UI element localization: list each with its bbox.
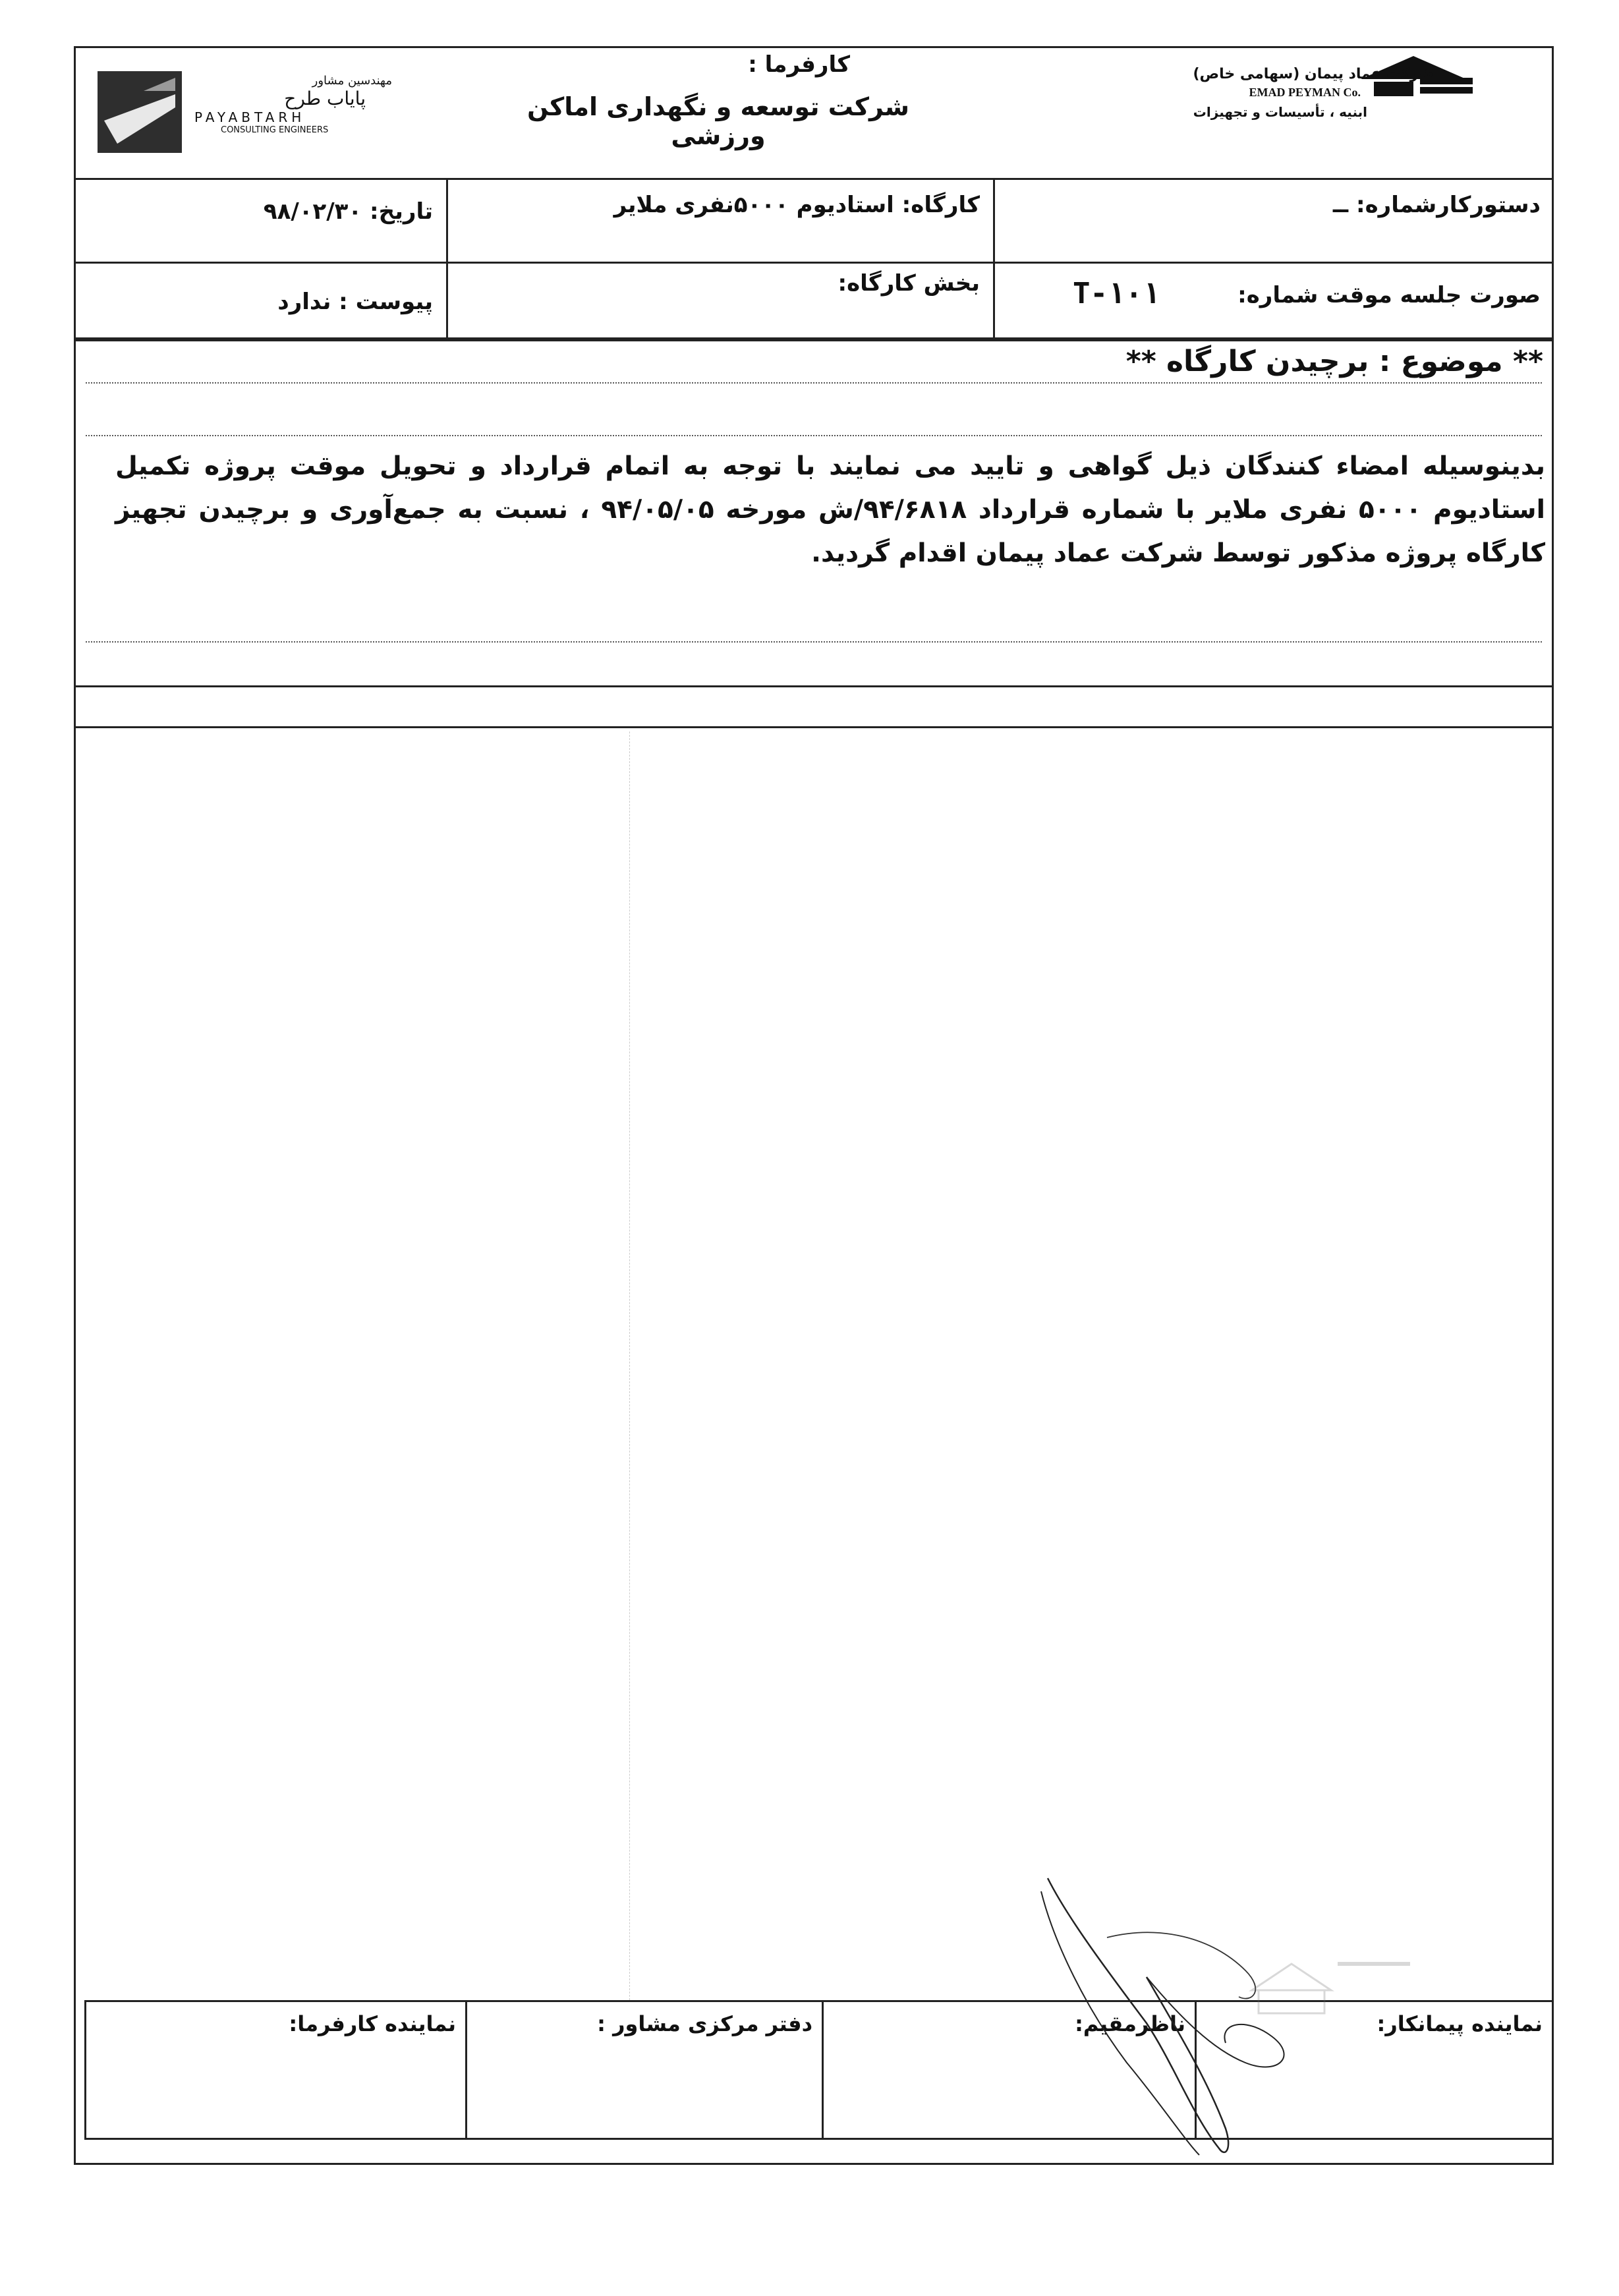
emad-tagline: ابنیه ، تأسیسات و تجهیزات <box>1193 104 1367 120</box>
date-cell <box>74 180 446 262</box>
attachment: پیوست : ندارد <box>277 289 433 315</box>
payab-tarh-logo <box>98 71 182 153</box>
fold-line <box>629 732 631 2000</box>
payab-english: PAYABTARH <box>194 109 306 125</box>
emad-company-name: شرکت عماد پیمان (سهامی خاص) <box>1193 66 1433 82</box>
order-number-cell <box>993 180 1554 262</box>
emad-english-name: EMAD PEYMAN Co. <box>1249 86 1361 99</box>
payab-sub: CONSULTING ENGINEERS <box>221 125 329 135</box>
payab-tarh-text <box>188 74 392 135</box>
resident-label: ناظرمقیم: <box>1075 2011 1185 2036</box>
date: تاریخ: ۹۸/۰۲/۳۰ <box>263 198 433 225</box>
site-cell <box>446 180 993 262</box>
subject-title: ** موضوع : برچیدن کارگاه ** <box>1125 345 1543 378</box>
contractor-label: نماینده پیمانکار: <box>1377 2011 1543 2036</box>
payab-farsi: پایاب طرح <box>284 88 366 109</box>
site-name: کارگاه: استادیوم ۵۰۰۰نفری ملایر <box>613 192 980 218</box>
company-stamp <box>1232 1944 1417 2023</box>
employer-cell <box>86 2002 465 2138</box>
minutes-cell <box>993 264 1554 337</box>
info-row-2 <box>74 264 1554 339</box>
attachment-cell <box>74 264 446 337</box>
employer-label: نماینده کارفرما: <box>289 2011 456 2036</box>
body-text: بدینوسیله امضاء کنندگان ذیل گواهی و تایید می نمایند با توجه به اتمام قرارداد و تحویل موقت پروژه تکمیل استادیوم ۵۰۰۰ نفری ملایر با شماره قرارداد ۹۴/۶۸۱۸/ش مورخه ۹۴/۰۵/۰۵ ، نسبت به جمع‌آوری و برچیدن تجهیز کارگاه پروژه مذکور توسط شرکت عماد پیمان اقدام گردید. <box>115 451 1546 568</box>
info-row-1 <box>74 178 1554 264</box>
consultant-label: دفتر مرکزی مشاور : <box>597 2011 812 2036</box>
dotted-divider-1 <box>86 382 1542 384</box>
emad-peyman-logo <box>1150 53 1479 125</box>
payab-small: مهندسین مشاور <box>312 74 392 88</box>
order-number: دستورکارشماره: ــ <box>1332 192 1541 218</box>
site-section-cell <box>446 264 993 337</box>
minutes-label: صورت جلسه موقت شماره: <box>1237 282 1541 308</box>
minutes-number: T-۱۰۱ <box>1073 277 1160 310</box>
client-label: کارفرما : <box>748 51 850 78</box>
site-section: بخش کارگاه: <box>838 270 980 297</box>
client-name: شرکت توسعه و نگهداری اماکن ورزشی <box>526 92 910 150</box>
dotted-divider-2 <box>86 435 1542 436</box>
payab-logo-mark-icon <box>98 71 182 153</box>
dotted-divider-3 <box>86 641 1542 643</box>
consultant-cell <box>465 2002 822 2138</box>
section-divider <box>74 685 1554 687</box>
